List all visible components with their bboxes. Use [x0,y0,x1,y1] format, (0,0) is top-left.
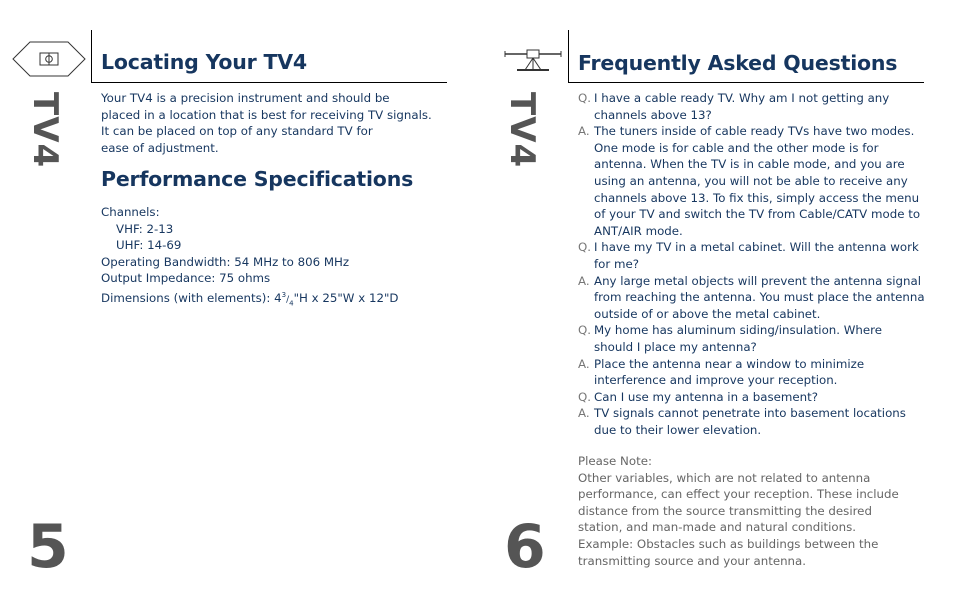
faq-line: channels above 13. To fix this, simply access the menu [594,190,920,205]
page-number: 6 [504,512,546,582]
faq-answer [578,405,928,438]
faq-question [578,239,928,272]
diamond-antenna-icon [11,40,87,78]
spec-bandwidth: Operating Bandwidth: 54 MHz to 806 MHz [101,254,350,269]
faq-line: Place the antenna near a window to minimize [594,356,865,371]
brand-vertical-text: TV4 [502,92,542,169]
intro-paragraph [101,90,432,156]
faq-text [594,239,928,272]
faq-marker: Q. [578,323,592,338]
faq-question [578,90,928,123]
header-divider-horizontal [91,82,447,83]
faq-text [594,405,928,438]
faq-marker: Q. [578,91,592,105]
faq-line: should I place my antenna? [594,339,757,354]
faq-question [578,389,928,406]
faq-line: One mode is for cable and the other mode is for [594,140,879,155]
brand-vertical-text: TV4 [25,92,65,169]
note-line: Example: Obstacles such as buildings between the [578,536,879,551]
faq-line: I have a cable ready TV. Why am I not getting any [594,91,890,105]
dimensions-suffix: "H x 25"W x 12"D [293,290,399,305]
faq-line: The tuners inside of cable ready TVs have two modes. [594,124,915,139]
note-line: distance from the source transmitting the desired [578,503,872,518]
faq-marker: Q. [578,389,592,404]
spec-vhf: VHF: 2-13 [116,221,174,236]
faq-line: Any large metal objects will prevent the antenna signal [594,273,921,288]
header-divider-horizontal [568,82,924,83]
faq-marker: A. [578,406,590,421]
faq-answer [578,356,928,389]
spec-dimensions: Dimensions (with elements): $4^3/_4"H$ x 25"W x 12"D [101,290,399,308]
spec-impedance: Output Impedance: 75 ohms [101,271,271,286]
spec-uhf: UHF: 14-69 [116,238,182,253]
faq-marker: A. [578,356,590,371]
faq-line: outside of or above the metal cabinet. [594,306,821,321]
note-line: transmitting source and your antenna. [578,553,807,568]
faq-line: interference and improve your reception. [594,373,838,388]
dimensions-prefix: Dimensions (with elements): 4 [101,290,282,305]
faq-line: I have my TV in a metal cabinet. Will the antenna work [594,240,919,255]
note-block [578,453,938,569]
faq-text [594,90,928,123]
page-title: Locating Your TV4 [101,50,307,74]
faq-line: using an antenna, you will not be able to receive any [594,173,908,188]
faq-text [594,273,928,323]
section-heading: Performance Specifications [101,167,414,191]
faq-line: due to their lower elevation. [594,422,762,437]
faq-question [578,322,928,355]
faq-line: from reaching the antenna. You must place the antenna [594,290,925,305]
faq-text [594,123,928,239]
faq-answer [578,123,928,239]
intro-line: ease of adjustment. [101,140,219,155]
faq-marker: Q. [578,240,592,255]
intro-line: placed in a location that is best for receiving TV signals. [101,107,432,122]
dimensions-fraction-denominator: 4 [289,299,294,308]
dimensions-fraction-numerator: 3 [281,290,287,299]
faq-marker: A. [578,124,590,139]
faq-line: for me? [594,256,639,271]
faq-line: TV signals cannot penetrate into basement locations [594,406,906,421]
header-divider-vertical [91,30,92,82]
spec-channels-label: Channels: [101,205,160,219]
note-line: Other variables, which are not related to antenna [578,470,871,485]
faq-line: My home has aluminum siding/insulation. Where [594,323,883,338]
faq-text [594,389,928,406]
faq-line: of your TV and switch the TV from Cable/CATV mode to [594,207,921,222]
faq-answer [578,273,928,323]
faq-line: ANT/AIR mode. [594,223,683,238]
note-line: station, and man-made and natural conditions. [578,520,857,535]
antenna-icon [503,48,563,76]
faq-marker: A. [578,273,590,288]
faq-line: antenna. When the TV is in cable mode, and you are [594,157,905,172]
header-divider-vertical [568,30,569,82]
faq-text [594,356,928,389]
intro-line: It can be placed on top of any standard TV for [101,124,373,139]
faq-text [594,322,928,355]
page-number: 5 [27,512,69,582]
page-title: Frequently Asked Questions [578,51,898,75]
faq-line: channels above 13? [594,107,712,122]
note-line: performance, can effect your reception. These include [578,487,899,502]
note-label: Please Note: [578,454,652,468]
faq-line: Can I use my antenna in a basement? [594,389,819,404]
intro-line: Your TV4 is a precision instrument and should be [101,91,390,105]
spec-list [101,204,398,312]
faq-list [578,90,928,438]
